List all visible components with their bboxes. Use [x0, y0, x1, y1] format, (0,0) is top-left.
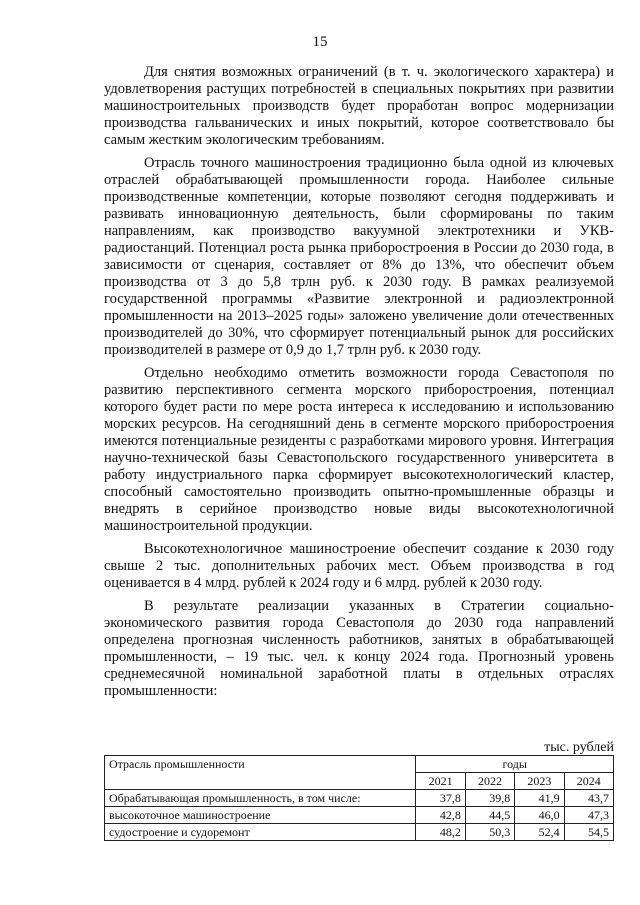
value-cell: 50,3: [465, 824, 514, 841]
table-row: [105, 790, 614, 807]
value-cell: 46,0: [515, 807, 564, 824]
table-row: [105, 824, 614, 841]
paragraph: Отрасль точного машиностроения традиционно была одной из ключевых отраслей обрабатывающей промышленности города. Наиболее сильные производственные компетенции, которые позволяют сегодня поддерживать и развивать инновационную деятельность, были сформированы по таким направлениям, как производство вакуумной электротехники и УКВ-радиостанций. Потенциал роста рынка приборостроения в России до 2030 года, в зависимости от сценария, составляет от 8% до 13%, что обеспечит объем производства от 3 до 5,8 трлн руб. к 2030 году. В рамках реализуемой государственной программы «Развитие электронной и радиоэлектронной промышленности на 2013–2025 годы» заложено увеличение доли отечественных производителей до 30%, что сформирует потенциальный рынок для российских производителей в размере от 0,9 до 1,7 трлн руб. к 2030 году.: [104, 155, 614, 358]
value-cell: 43,7: [564, 790, 613, 807]
year-header: 2022: [465, 773, 514, 790]
table-row: [105, 807, 614, 824]
wage-table: [104, 755, 614, 841]
value-cell: 42,8: [416, 807, 465, 824]
value-cell: 54,5: [564, 824, 613, 841]
value-cell: 41,9: [515, 790, 564, 807]
branch-cell: Обрабатывающая промышленность, в том числе:: [105, 790, 416, 807]
paragraph: Отдельно необходимо отметить возможности города Севастополя по развитию перспективного сегмента морского приборостроения, потенциал которого будет расти по мере роста интереса к исследованию и использованию морских ресурсов. На сегодняшний день в сегменте морского приборостроения имеются потенциальные резиденты с разработками мирового уровня. Интеграция научно-технической базы Севастопольского государственного университета в работу индустриального парка сформирует высокотехнологический кластер, способный самостоятельно производить опытно-промышленные образцы и внедрять в серийное производство новые виды высокотехнологичной машиностроительной продукции.: [104, 365, 614, 534]
paragraph: В результате реализации указанных в Стратегии социально-экономического развития города Севастополя до 2030 года направлений определена прогнозная численность работников, занятых в обрабатывающей промышленности, – 19 тыс. чел. к концу 2024 года. Прогнозный уровень среднемесячной номинальной заработной платы в отдельных отраслях промышленности:: [104, 598, 614, 699]
branch-cell: высокоточное машиностроение: [105, 807, 416, 824]
value-cell: 39,8: [465, 790, 514, 807]
value-cell: 44,5: [465, 807, 514, 824]
page-number: 15: [312, 34, 328, 50]
value-cell: 37,8: [416, 790, 465, 807]
years-column-header: годы: [416, 756, 614, 773]
document-body: [104, 64, 614, 706]
paragraph: Для снятия возможных ограничений (в т. ч. экологического характера) и удовлетворения растущих потребностей в специальных покрытиях при развитии машиностроительных производств будет проработан вопрос модернизации производства гальванических и иных покрытий, которое соответствовало бы самым жестким экологическим требованиям.: [104, 64, 614, 148]
year-header: 2021: [416, 773, 465, 790]
year-header: 2023: [515, 773, 564, 790]
table-header-row: [105, 756, 614, 773]
paragraph: Высокотехнологичное машиностроение обеспечит создание к 2030 году свыше 2 тыс. дополнительных рабочих мест. Объем производства в год оценивается в 4 млрд. рублей к 2024 году и 6 млрд. рублей к 2030 году.: [104, 541, 614, 591]
table-units: тыс. рублей: [544, 740, 614, 755]
value-cell: 47,3: [564, 807, 613, 824]
year-header: 2024: [564, 773, 613, 790]
value-cell: 48,2: [416, 824, 465, 841]
value-cell: 52,4: [515, 824, 564, 841]
branch-cell: судостроение и судоремонт: [105, 824, 416, 841]
branch-column-header: Отрасль промышленности: [105, 756, 416, 790]
